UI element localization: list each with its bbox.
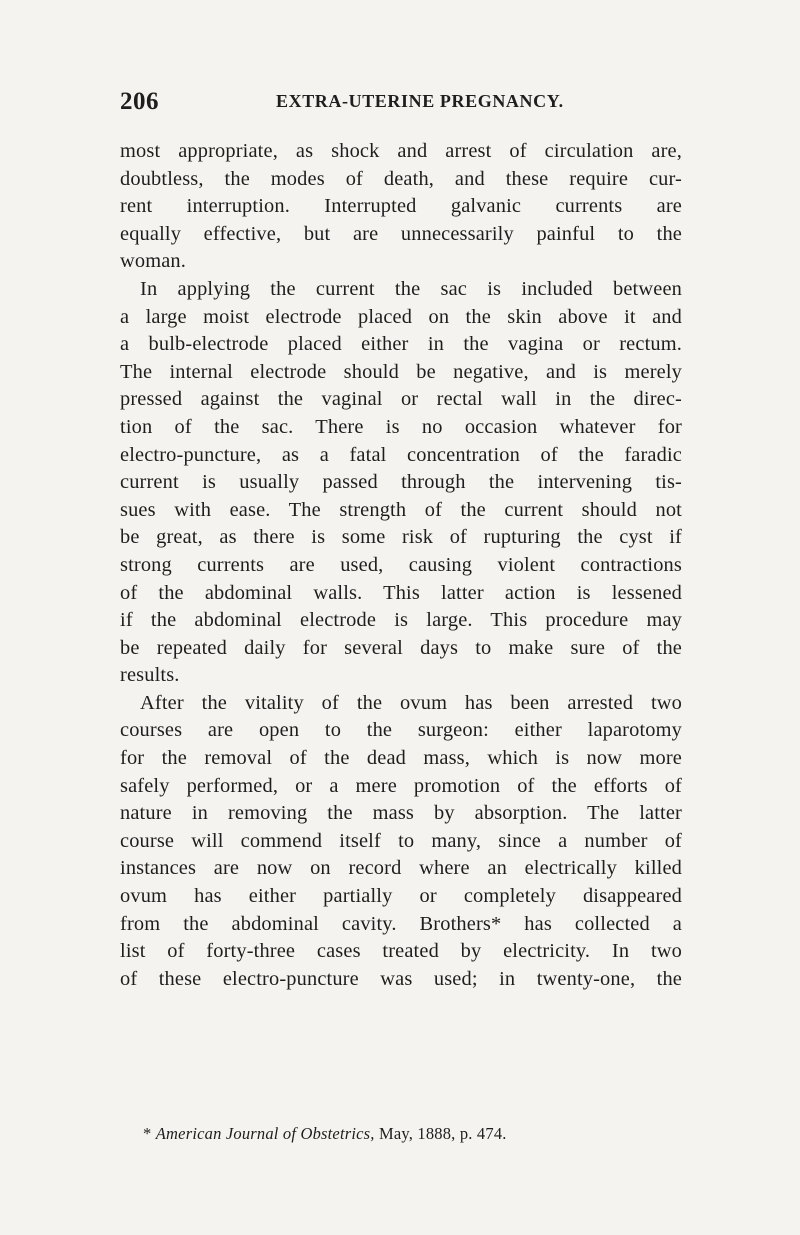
- text-line: list of forty-three cases treated by electricity. In two: [120, 940, 682, 963]
- text-line: tion of the sac. There is no occasion whatever for: [120, 415, 682, 438]
- text-line: from the abdominal cavity. Brothers* has collected a: [120, 912, 682, 935]
- footnote-marker: *: [143, 1124, 152, 1143]
- text-line: ovum has either partially or completely disappeared: [120, 885, 682, 908]
- running-head: [120, 88, 680, 118]
- page-number: 206: [120, 88, 159, 115]
- text-line: for the removal of the dead mass, which is now more: [120, 747, 682, 770]
- text-line: course will commend itself to many, since a number of: [120, 829, 682, 852]
- text-line: strong currents are used, causing violent contractions: [120, 553, 682, 576]
- chapter-title: EXTRA-UTERINE PREGNANCY.: [276, 91, 564, 111]
- text-line: of the abdominal walls. This latter action is lessened: [120, 581, 682, 604]
- text-line: if the abdominal electrode is large. This procedure may: [120, 609, 682, 632]
- text-line: a bulb-electrode placed either in the vagina or rectum.: [120, 333, 682, 356]
- text-line: The internal electrode should be negative, and is merely: [120, 360, 682, 383]
- text-line: courses are open to the surgeon: either laparotomy: [120, 719, 682, 742]
- text-line: results.: [120, 664, 180, 687]
- footnote: [143, 1123, 683, 1145]
- text-line: woman.: [120, 250, 187, 273]
- text-line: most appropriate, as shock and arrest of circulation are,: [120, 140, 682, 162]
- text-line: doubtless, the modes of death, and these require cur-: [120, 167, 682, 190]
- text-line: current is usually passed through the intervening tis-: [120, 471, 682, 494]
- text-line: of these electro-puncture was used; in twenty-one, the: [120, 967, 682, 990]
- text-line: nature in removing the mass by absorption. The latter: [120, 802, 682, 825]
- text-line: electro-puncture, as a fatal concentration of the faradic: [120, 443, 682, 466]
- text-line: safely performed, or a mere promotion of the efforts of: [120, 774, 682, 797]
- text-line: instances are now on record where an electrically killed: [120, 857, 682, 880]
- text-line: a large moist electrode placed on the skin above it and: [120, 305, 682, 328]
- text-line: pressed against the vaginal or rectal wall in the direc-: [120, 388, 682, 411]
- text-line: be repeated daily for several days to make sure of the: [120, 636, 682, 659]
- text-line: be great, as there is some risk of rupturing the cyst if: [120, 526, 682, 549]
- text-line: After the vitality of the ovum has been arrested two: [140, 691, 682, 714]
- text-line: sues with ease. The strength of the current should not: [120, 498, 682, 521]
- footnote-source: American Journal of Obstetrics,: [155, 1124, 375, 1143]
- text-line: equally effective, but are unnecessarily painful to the: [120, 222, 682, 245]
- text-line: In applying the current the sac is included between: [140, 277, 682, 300]
- body-text: [120, 138, 682, 993]
- text-line: rent interruption. Interrupted galvanic currents are: [120, 195, 682, 218]
- footnote-details: May, 1888, p. 474.: [378, 1124, 507, 1143]
